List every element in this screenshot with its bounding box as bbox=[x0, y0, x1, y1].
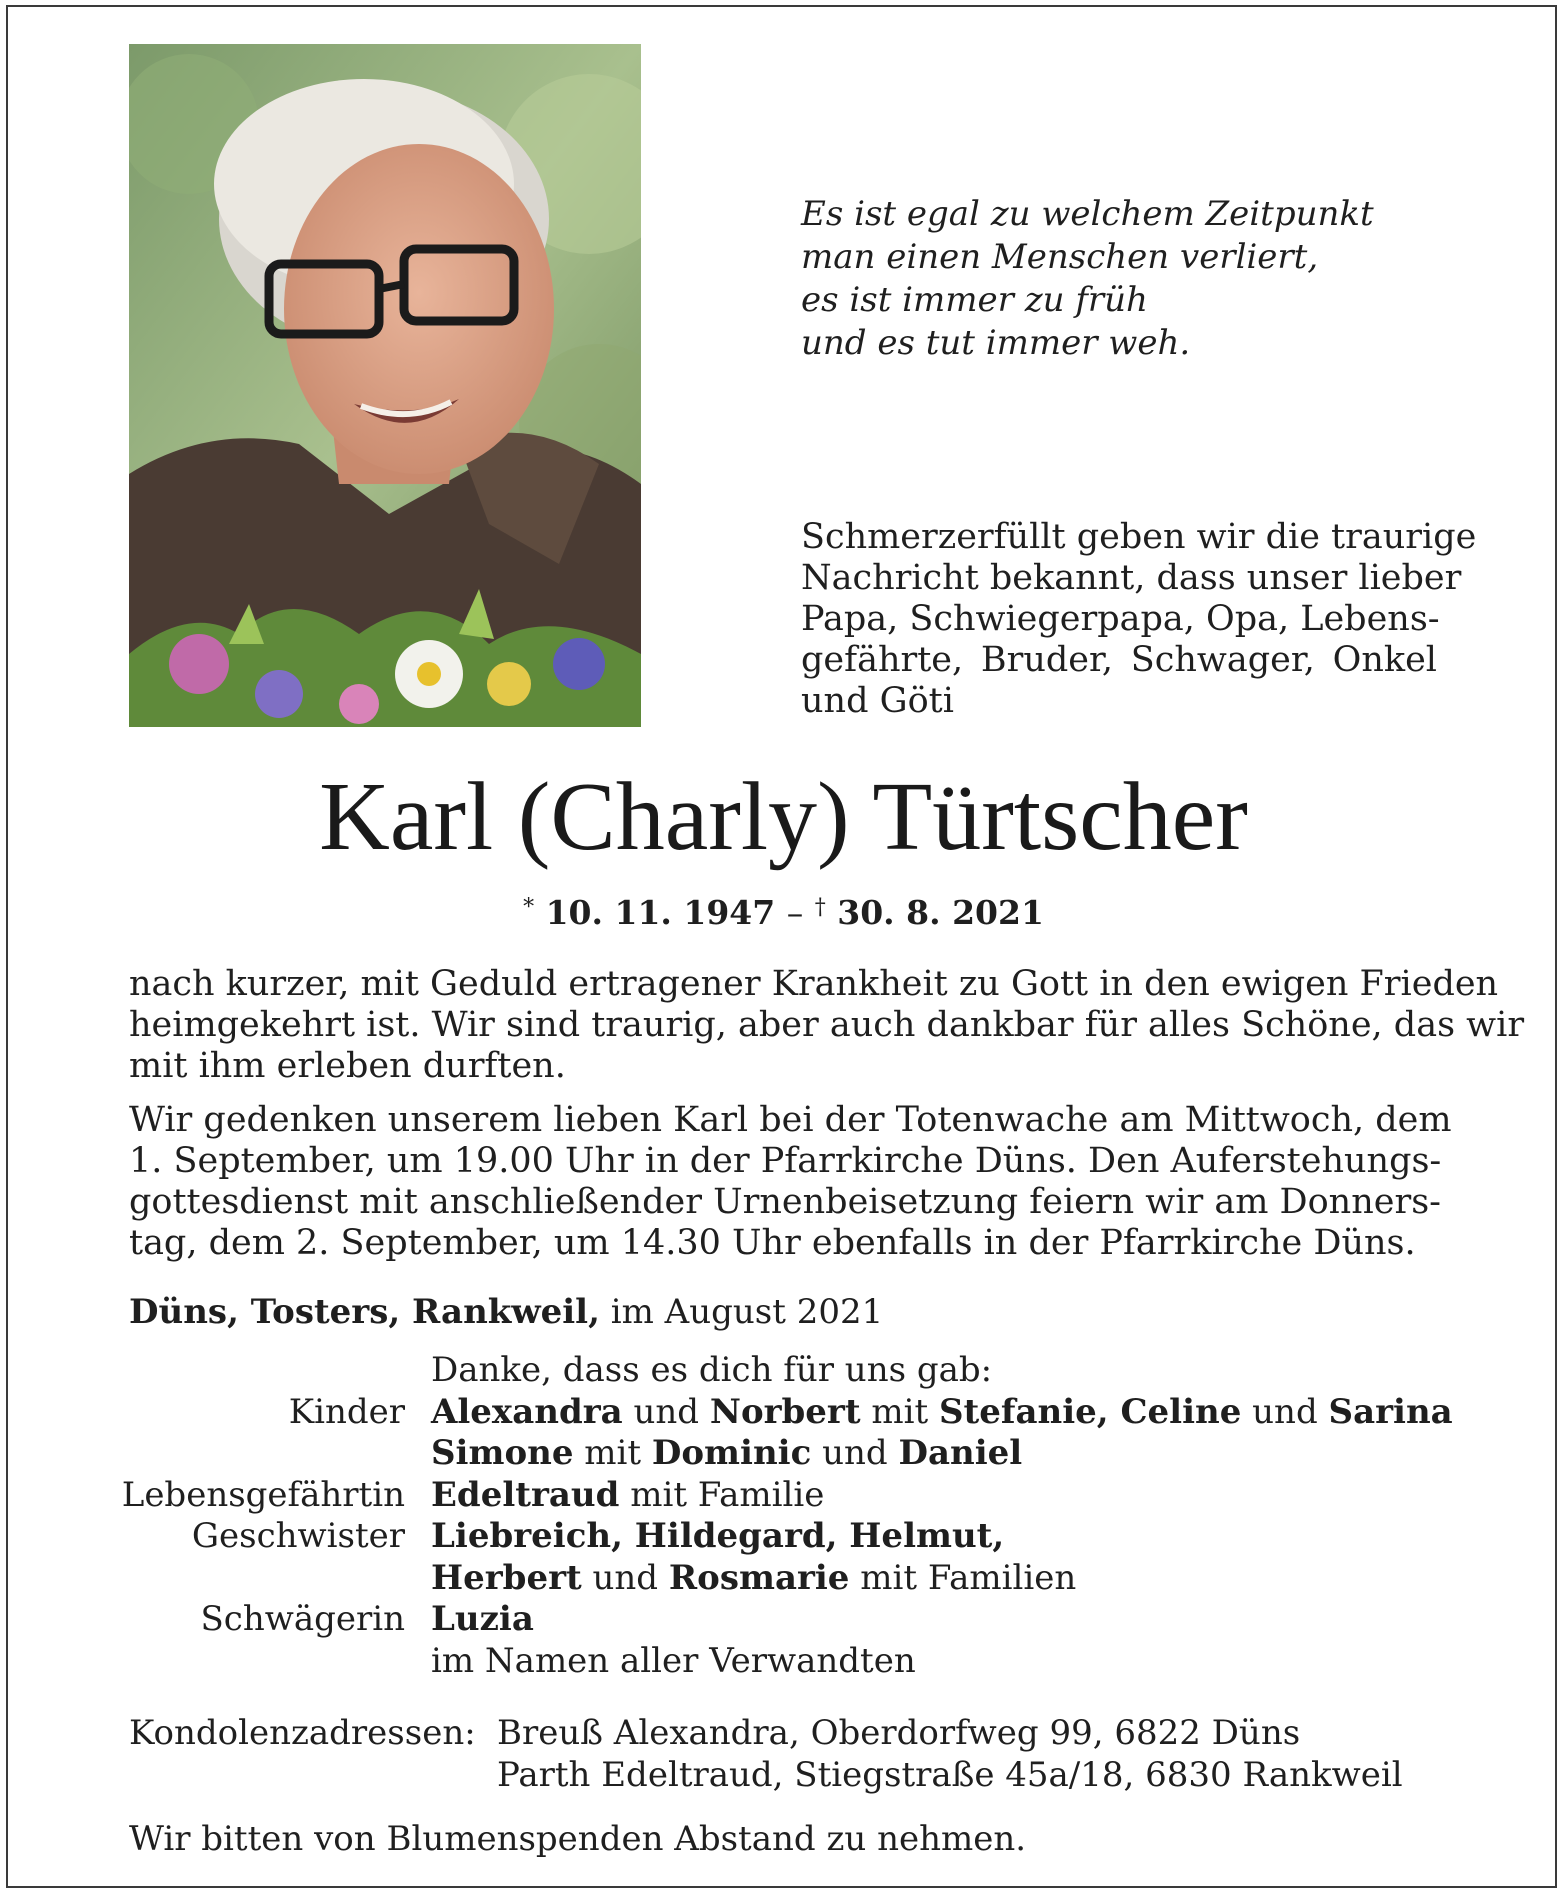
deceased-name: Karl (Charly) Türtscher bbox=[319, 763, 1248, 871]
connector-text: mit bbox=[860, 1391, 939, 1432]
intro-line: gefährte, Bruder, Schwager, Onkel bbox=[801, 640, 1437, 680]
intro-line: Schmerzerfüllt geben wir die traurige bbox=[801, 517, 1477, 557]
mourner-name: Herbert bbox=[431, 1557, 582, 1598]
place-towns: Düns, Tosters, Rankweil, bbox=[129, 1292, 600, 1332]
mourner-name: Rosmarie bbox=[668, 1557, 850, 1598]
birth-symbol: * bbox=[523, 895, 535, 920]
mourner-name: Alexandra bbox=[431, 1391, 623, 1432]
mourner-name: Liebreich, Hildegard, Helmut, bbox=[431, 1516, 1005, 1556]
connector-text: und bbox=[1241, 1391, 1329, 1432]
relation-label: Lebensgefährtin bbox=[121, 1474, 405, 1515]
date-separator: – bbox=[786, 893, 804, 932]
mourner-name: Daniel bbox=[898, 1433, 1023, 1473]
place-and-date bbox=[129, 1292, 883, 1333]
relation-label: Kinder bbox=[288, 1391, 405, 1432]
mourner-name: Sarina bbox=[1328, 1391, 1453, 1432]
birth-date: 10. 11. 1947 bbox=[545, 893, 776, 932]
mourner-names bbox=[431, 1392, 1453, 1434]
intro-line: und Göti bbox=[801, 681, 954, 721]
portrait-photo bbox=[129, 44, 641, 727]
mourner-names bbox=[431, 1433, 1022, 1475]
paragraph-line: tag, dem 2. September, um 14.30 Uhr ebenfalls in der Pfarrkirche Düns. bbox=[129, 1223, 1416, 1263]
mourner-name: Simone bbox=[431, 1433, 574, 1473]
mourner-name: Stefanie, Celine bbox=[938, 1391, 1242, 1432]
closing-note: Wir bitten von Blumenspenden Abstand zu nehmen. bbox=[129, 1819, 1027, 1859]
quote-line: man einen Menschen verliert, bbox=[801, 237, 1319, 277]
paragraph-line: mit ihm erleben durften. bbox=[129, 1046, 566, 1086]
relatives-line: im Namen aller Verwandten bbox=[431, 1640, 916, 1681]
connector-text: und bbox=[622, 1391, 710, 1432]
paragraph-line: heimgekehrt ist. Wir sind traurig, aber auch dankbar für alles Schöne, das wir bbox=[129, 1005, 1525, 1045]
connector-text: und bbox=[581, 1557, 669, 1598]
connector-text: und bbox=[811, 1433, 899, 1473]
mourner-name: Edeltraud bbox=[431, 1474, 620, 1515]
connector-text: mit Familie bbox=[619, 1474, 825, 1515]
relation-label: Geschwister bbox=[191, 1516, 405, 1556]
announcement-paragraph-1 bbox=[129, 964, 1525, 1087]
announcement-intro bbox=[801, 517, 1477, 722]
mourner-name: Luzia bbox=[431, 1599, 534, 1639]
thanks-line: Danke, dass es dich für uns gab: bbox=[431, 1350, 993, 1390]
mourner-names bbox=[431, 1599, 534, 1641]
intro-line: Nachricht bekannt, dass unser lieber bbox=[801, 558, 1462, 598]
paragraph-line: nach kurzer, mit Geduld ertragener Krankheit zu Gott in den ewigen Frieden bbox=[129, 964, 1499, 1004]
mourner-names bbox=[431, 1558, 1076, 1600]
death-date: 30. 8. 2021 bbox=[837, 893, 1044, 932]
connector-text: mit Familien bbox=[849, 1557, 1077, 1598]
life-dates bbox=[0, 888, 1567, 933]
quote-line: und es tut immer weh. bbox=[801, 323, 1191, 363]
place-date: im August 2021 bbox=[599, 1292, 884, 1332]
mourner-name: Norbert bbox=[709, 1391, 861, 1432]
condolence-address: Parth Edeltraud, Stiegstraße 45a/18, 6830 Rankweil bbox=[497, 1755, 1403, 1795]
paragraph-line: Wir gedenken unserem lieben Karl bei der Totenwache am Mittwoch, dem bbox=[129, 1100, 1452, 1140]
relation-label: Schwägerin bbox=[200, 1599, 405, 1639]
mourner-name: Dominic bbox=[651, 1433, 812, 1473]
mourner-names bbox=[431, 1475, 824, 1517]
connector-text: mit bbox=[573, 1433, 652, 1473]
quote-line: Es ist egal zu welchem Zeitpunkt bbox=[801, 194, 1374, 234]
death-symbol: † bbox=[814, 895, 826, 920]
condolence-label: Kondolenzadressen: bbox=[129, 1713, 476, 1753]
condolence-address: Breuß Alexandra, Oberdorfweg 99, 6822 Düns bbox=[497, 1713, 1301, 1753]
intro-line: Papa, Schwiegerpapa, Opa, Lebens- bbox=[801, 599, 1440, 639]
paragraph-line: 1. September, um 19.00 Uhr in der Pfarrkirche Düns. Den Auferstehungs- bbox=[129, 1141, 1442, 1181]
memorial-quote bbox=[801, 193, 1501, 365]
quote-line: es ist immer zu früh bbox=[801, 280, 1148, 320]
paragraph-line: gottesdienst mit anschließender Urnenbeisetzung feiern wir am Donners- bbox=[129, 1182, 1441, 1222]
mourner-names bbox=[431, 1516, 1004, 1558]
mourners-list bbox=[0, 1350, 1567, 1682]
announcement-paragraph-2 bbox=[129, 1100, 1452, 1264]
